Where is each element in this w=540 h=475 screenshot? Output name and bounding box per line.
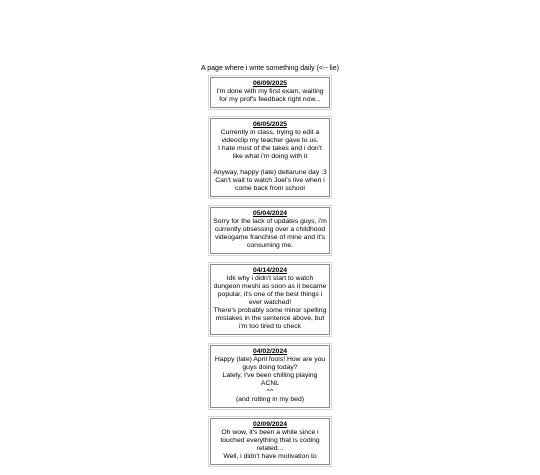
entry-date: 06/09/2025 <box>252 80 288 87</box>
diary-entry <box>210 77 330 108</box>
entry-text: Sorry for the lack of updates guys, i'm currently obsessing over a childhood videogame franchise of mine and it's consuming me. <box>213 218 327 249</box>
entry-text: I'm done with my first exam, waiting for my prof's feedback right now... <box>216 88 324 103</box>
diary-entry <box>210 418 330 465</box>
entries-list <box>210 77 330 475</box>
diary-entry <box>210 345 330 408</box>
diary-entry <box>210 264 330 335</box>
entry-text: Currently in class, trying to edit a videoclip my teacher gave to us. I hate most of the takes and i don't like what i'm doing with it Anyway, happy (late) deltarune day :3 Can't wait to watch Joel's live when i come back from school <box>213 129 327 192</box>
entry-text: Happy (late) April fools! How are you guys doing today? Lately, I've been chilling playing ACNL ^^ (and rotting in my bed) <box>214 356 326 403</box>
diary-entry <box>210 118 330 197</box>
entry-date: 05/04/2024 <box>252 210 288 217</box>
entry-date: 02/09/2024 <box>252 421 288 428</box>
entry-text: Idk why i didn't start to watch dungeon meshi as soon as it became popular, it's one of the best things i ever watched! There's probably some minor spelling mistakes in the sentence above, but i'm too tired to check <box>213 275 327 330</box>
entry-date: 04/02/2024 <box>252 348 288 355</box>
page-title: A page where i write something daily (<-- lie) <box>201 65 339 72</box>
entry-date: 04/14/2024 <box>252 267 288 274</box>
entry-text: Oh wow, it's been a while since i touched everything that is coding related... Well, i didn't have motivation to <box>220 429 320 460</box>
diary-entry <box>210 207 330 254</box>
entry-date: 06/05/2025 <box>252 121 288 128</box>
